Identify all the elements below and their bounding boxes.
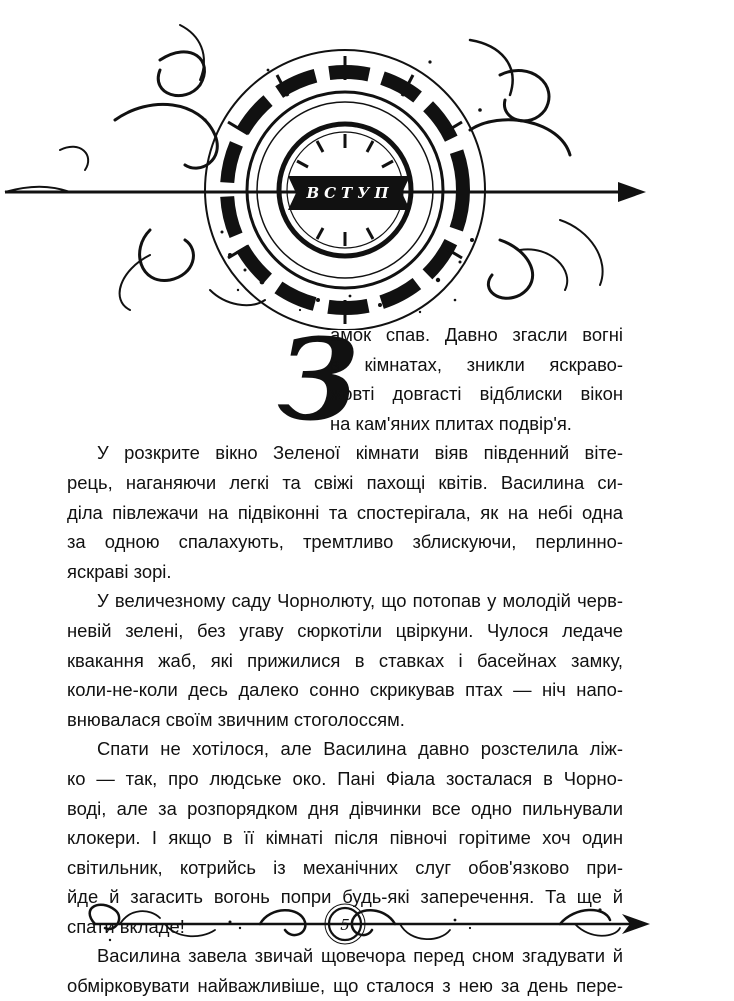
text-line: за одною спалахують, тремтливо зблискуючи, перлинно- xyxy=(67,531,623,553)
text-line: на кам'яних плитах подвір'я. xyxy=(330,412,572,434)
text-line: діла півлежачи на підвіконні та спостерігала, як на небі одна xyxy=(67,501,623,523)
page-number: 5 xyxy=(340,916,350,934)
footer-flourish-icon xyxy=(0,888,734,968)
drop-cap: З xyxy=(277,315,359,446)
text-line: в кімнатах, зникли яскраво- xyxy=(330,353,623,375)
text-line: коли-не-коли десь далеко сонно скрикував птах — ніч напо- xyxy=(67,679,623,701)
footer-ornament xyxy=(0,888,734,968)
text-line: клокери. І якщо в її кімнаті після півночі горітиме хоч один xyxy=(67,827,623,849)
text-line: У розкрите вікно Зеленої кімнати віяв південний віте- xyxy=(97,442,623,464)
text-line: У величезному саду Чорнолюту, що потопав у молодій черв- xyxy=(97,590,623,612)
text-line: йде й загасить вогонь попри будь-які заперечення. Та ще й xyxy=(67,886,623,908)
chapter-header-ornament xyxy=(0,0,734,330)
text-line: обмірковувати найважливіше, що сталося з нею за день пере- xyxy=(67,975,623,997)
text-line: воді, але за розпорядком дня дівчинки все одно пильнували xyxy=(67,797,623,819)
text-line: внювалася своїм звичним стоголоссям. xyxy=(67,708,405,730)
text-line: рець, наганяючи легкі та свіжі пахощі квітів. Василина си- xyxy=(67,471,623,493)
text-line: яскраві зорі. xyxy=(67,560,172,582)
text-line: амок спав. Давно згасли вогні xyxy=(330,324,623,345)
text-line: світильник, котрийсь із механічних слуг обов'язково при- xyxy=(67,856,623,878)
text-line: спати вкладе! xyxy=(67,915,185,937)
ornament-clock-flourish-icon xyxy=(0,0,734,330)
text-line: Спати не хотілося, але Василина давно розстелила ліж- xyxy=(97,738,623,760)
text-line: Василина завела звичай щовечора перед сном згадувати й xyxy=(97,945,623,967)
text-line: квакання жаб, які прижилися в ставках і басейнах замку, xyxy=(67,649,623,671)
chapter-title: ВСТУП xyxy=(306,184,394,202)
text-line: ко — так, про людське око. Пані Фіала зосталася в Чорно- xyxy=(67,767,623,789)
text-line: невій зелені, без угаву сюркотіли цвіркуни. Чулося ледаче xyxy=(67,619,623,641)
text-line: жовті довгасті відблиски вікон xyxy=(330,383,623,405)
